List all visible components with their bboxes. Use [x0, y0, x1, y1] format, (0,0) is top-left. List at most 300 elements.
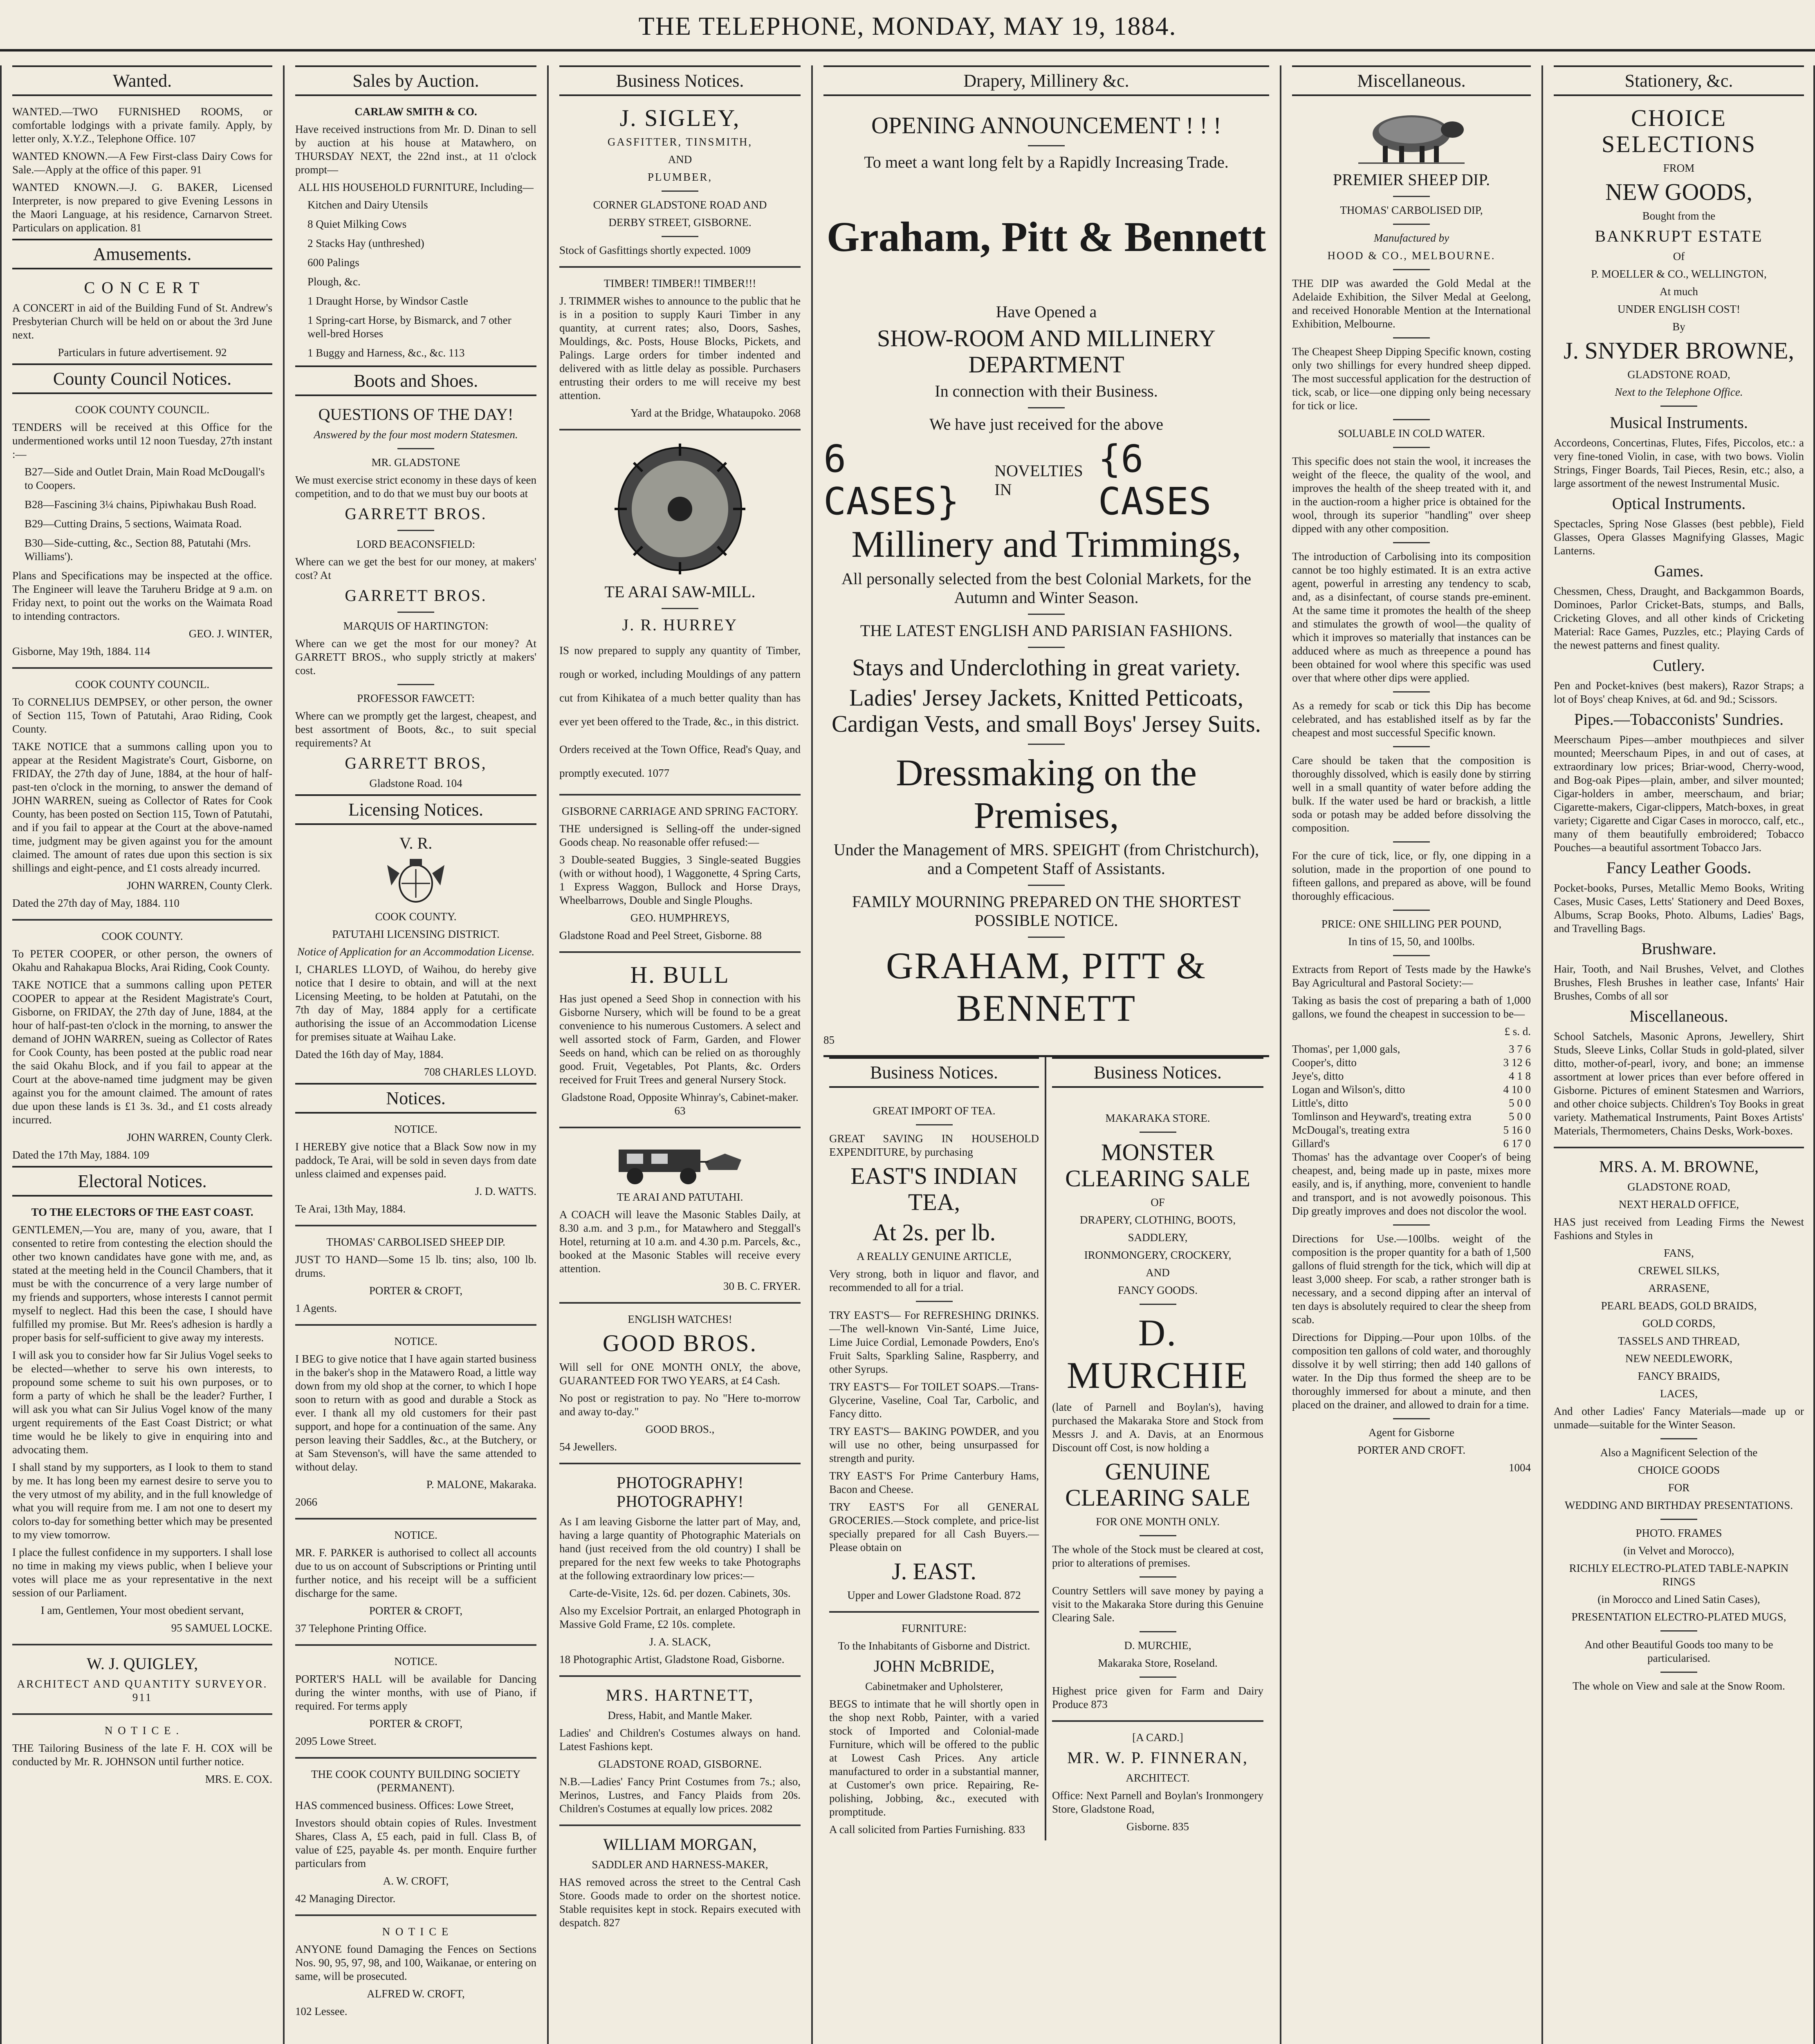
divider: [1028, 885, 1065, 886]
column-6: [1544, 65, 1814, 2044]
gisborne: Gisborne. 835: [1126, 1820, 1189, 1833]
fancy-goods: FANCY GOODS.: [1117, 1284, 1198, 1296]
malone-ref: 2066: [295, 1496, 317, 1508]
electors-title: TO THE ELECTORS OF THE EAST COAST.: [31, 1206, 254, 1218]
section-head-wanted: Wanted.: [12, 65, 272, 96]
price-row: [1292, 1083, 1531, 1096]
try-east-5: TRY EAST'S For all GENERAL GROCERIES.—Stock complete, and price-list specially prepared for all Cash Buyers.—Please obtain on: [829, 1501, 1039, 1553]
price-value: 3 12 6: [1503, 1056, 1531, 1069]
velvet: (in Velvet and Morocco),: [1623, 1544, 1734, 1557]
cooper-to: To PETER COOPER, or other person, the owners of Okahu and Rahakapua Blocks, Arai Riding, Cook County.: [12, 948, 272, 973]
photo-body: As I am leaving Gisborne the latter part of May, and, having a large quantity of Photographic Materials on hand (just received from the old country) I shall be prepared for the next few weeks to take Photographs at the following extraordinary low prices:—: [559, 1515, 801, 1582]
east-tea: EAST'S INDIAN TEA,: [850, 1163, 1018, 1215]
divider: [1660, 406, 1697, 407]
cutlery-body: Pen and Pocket-knives (best makers), Razor Straps; a lot of Boys' cheap Knives, at 6d. and 9d.; Scissors.: [1554, 679, 1804, 705]
cooper-date: Dated the 17th May, 1884. 109: [12, 1149, 149, 1161]
hall-sign: PORTER & CROFT,: [369, 1717, 463, 1730]
divider: [1052, 1720, 1263, 1722]
divider: [1660, 1630, 1697, 1632]
genuine-sale: GENUINE CLEARING SALE: [1065, 1458, 1250, 1511]
price-name: Cooper's, ditto: [1292, 1056, 1357, 1069]
divider: [559, 794, 801, 796]
tender-item: B28—Fascining 3¼ chains, Pipiwhakau Bush Road.: [25, 498, 256, 511]
column-1: [2, 65, 282, 2044]
watts-body: I HEREBY give notice that a Black Sow now in my paddock, Te Arai, will be sold in seven days from date unless claimed and expenses paid.: [295, 1141, 536, 1180]
divider: [559, 951, 801, 953]
try-east-3: TRY EAST'S— BAKING POWDER, and you will use no other, being unsurpassed for strength and purity.: [829, 1425, 1039, 1464]
column-rule: [811, 65, 813, 2044]
highest-price: Highest price given for Farm and Dairy Produce 873: [1052, 1685, 1263, 1710]
divider: [559, 1675, 801, 1677]
hartington-body: Where can we get the most for our money? At GARRETT BROS., who supply strictly at makers' cost.: [295, 637, 536, 677]
six-cases-row: [823, 438, 1269, 523]
coach-engraving-icon: [602, 1137, 758, 1186]
price-row: [1292, 1069, 1531, 1083]
porter-ref: 1 Agents.: [295, 1302, 337, 1314]
fancy-leather-body: Pocket-books, Purses, Metallic Memo Books, Writing Cases, Music Cases, Letts' Stationery and Deed Boxes, Albums, Scrap Books, Photo. Albums, Ladies' Bags, and Travelling Bags.: [1554, 882, 1804, 935]
finneran-name: MR. W. P. FINNERAN,: [1067, 1748, 1248, 1767]
carriage-body: THE undersigned is Selling-off the under-signed Goods cheap. No reasonable offer refused:—: [559, 823, 801, 848]
musical-head: Musical Instruments.: [1610, 413, 1748, 432]
divider: [559, 429, 801, 430]
porter-croft: PORTER & CROFT,: [369, 1284, 463, 1297]
section-head-licensing: Licensing Notices.: [295, 794, 536, 825]
tenders-more: Plans and Specifications may be inspected at the office. The Engineer will leave the Taruheru Bridge at 9 a.m. on Friday next, to point out the works on the Waimata Road to intending contractors.: [12, 569, 272, 622]
six-cases-right: {6 CASES: [1098, 437, 1211, 523]
price-row: [1292, 1123, 1531, 1137]
carriage-sign: GEO. HUMPHREYS,: [630, 912, 730, 924]
divider: [1393, 1224, 1430, 1226]
photo-prices: Carte-de-Visite, 12s. 6d. per dozen. Cabinets, 30s.: [569, 1587, 791, 1599]
price-name: Gillard's: [1292, 1137, 1330, 1150]
section-head-auction: Sales by Auction.: [295, 65, 536, 96]
divider: [12, 1713, 272, 1715]
lloyd-body: I, CHARLES LLOYD, of Waihou, do hereby give notice that I desire to obtain, and will at the next Licensing Meeting, to be holden at Patutahi, on the 7th day of May, 1884 apply for a certificate authorising the issue of an Accommodation License for premises situate at Waihau Lake.: [295, 963, 536, 1043]
ad-wanted-cows: WANTED KNOWN.—A Few First-class Dairy Cows for Sale.—Apply at the office of this paper. 91: [12, 150, 272, 176]
electors-body-2: I will ask you to consider how far Sir Julius Vogel seeks to be elected—whether to serve his own interests, to propound some scheme to suit his own purposes, or to form a party of which he shall be the leader? Further, I will ask you what can Sir Julius Vogel know of the many urgent requirements of the East Coast District; or what time would he be likely to give in enquiring into and advocating them.: [12, 1349, 272, 1456]
garrett-name: GARRETT BROS,: [345, 754, 487, 772]
hall-body: PORTER'S HALL will be available for Dancing during the winter months, with use of Piano, if required. For terms apply: [295, 1673, 536, 1712]
divider: [1393, 746, 1430, 747]
browne-item: NEW NEEDLEWORK,: [1625, 1352, 1732, 1365]
trimmer-address: Yard at the Bridge, Whataupoko. 2068: [630, 407, 801, 419]
divider: [1140, 1676, 1176, 1678]
architect: ARCHITECT.: [1126, 1772, 1190, 1784]
agent-ref: 1004: [1509, 1461, 1531, 1474]
drapery-list: DRAPERY, CLOTHING, BOOTS,: [1079, 1214, 1236, 1226]
extracts: Extracts from Report of Tests made by the Hawke's Bay Agricultural and Pastoral Society:—: [1292, 963, 1531, 989]
whole-stock: The whole of the Stock must be cleared at cost, prior to alterations of premises.: [1052, 1543, 1263, 1569]
sigley-name: J. SIGLEY,: [619, 105, 740, 131]
section-head-council: County Council Notices.: [12, 363, 272, 394]
quigley-name: W. J. QUIGLEY,: [86, 1654, 198, 1673]
murchie-sign: D. MURCHIE,: [1124, 1639, 1191, 1652]
divider: [1140, 1631, 1176, 1632]
photo-ref: 18 Photographic Artist, Gladstone Road, Gisborne.: [559, 1653, 785, 1665]
cure: For the cure of tick, lice, or fly, one dipping in a solution, made in the proportion of one pound to fifteen gallons, and prepared as above, will be found thoroughly efficacious.: [1292, 849, 1531, 902]
hall-ref: 2095 Lowe Street.: [295, 1735, 377, 1747]
firm-name: Graham, Pitt & Bennett: [826, 213, 1266, 260]
advantage: Thomas' has the advantage over Cooper's of being cheapest, and, being made up in paste, mixes more easily, and is, if anything, more, convenient to handle and transport, and is not avowedly poisonous. This Dip greatly improves and does not discolor the wool.: [1292, 1151, 1531, 1217]
cooper-sign: JOHN WARREN, County Clerk.: [127, 1131, 272, 1143]
divider: [1393, 224, 1430, 225]
notice-title: NOTICE.: [394, 1335, 437, 1347]
novelties: NOVELTIES IN: [994, 462, 1083, 499]
beaconsfield-body: Where can we get the best for our money, at makers' cost? At: [295, 556, 536, 581]
choice-goods: CHOICE GOODS: [1638, 1464, 1720, 1476]
notice-title: NOTICE.: [394, 1655, 437, 1667]
dressmaking: Dressmaking on the Premises,: [896, 752, 1197, 836]
sigley-stock: Stock of Gasfittings shortly expected. 1009: [559, 244, 751, 256]
good-sign: GOOD BROS.,: [645, 1423, 715, 1435]
browne-item: ARRASENE,: [1648, 1282, 1710, 1294]
of-label: OF: [1151, 1196, 1165, 1208]
cox-sign: MRS. E. COX.: [205, 1773, 272, 1785]
section-head-amusements: Amusements.: [12, 239, 272, 269]
divider: [397, 684, 434, 685]
sigley-trade-2: PLUMBER,: [647, 171, 713, 183]
column-2: [285, 65, 546, 2044]
royal-crest-icon: [375, 857, 457, 906]
photo-frames: PHOTO. FRAMES: [1636, 1527, 1722, 1539]
divider: [295, 1644, 536, 1646]
card-label: [A CARD.]: [1132, 1731, 1183, 1744]
ad-wanted-interpreter: WANTED KNOWN.—J. G. BAKER, Licensed Interpreter, is now prepared to give Evening Lessons in the Maori Language, at his residence, Carnarvon Street. Particulars on application. 81: [12, 181, 272, 234]
good-bros-name: GOOD BROS.: [602, 1330, 758, 1356]
county-title: COOK COUNTY.: [101, 930, 183, 942]
auction-item: 8 Quiet Milking Cows: [307, 218, 407, 230]
price-name: Jeye's, ditto: [1292, 1070, 1344, 1082]
price-name: Little's, ditto: [1292, 1097, 1348, 1109]
building-more: Investors should obtain copies of Rules. Investment Shares, Class A, £5 each, paid in full. Class B, of value of £25, payable 4s. per month. Enquire further particulars from: [295, 1817, 536, 1869]
browne-item: TASSELS AND THREAD,: [1618, 1335, 1740, 1347]
browne-item: FANS,: [1664, 1247, 1694, 1259]
makaraka-store: MAKARAKA STORE.: [1105, 1112, 1210, 1124]
building-ref: 42 Managing Director.: [295, 1892, 396, 1905]
section-head-business-right: Business Notices.: [1052, 1057, 1263, 1088]
section-head-electoral: Electoral Notices.: [12, 1166, 272, 1197]
mourning: FAMILY MOURNING PREPARED ON THE SHORTEST POSSIBLE NOTICE.: [852, 892, 1241, 930]
building-head: THE COOK COUNTY BUILDING SOCIETY (PERMANENT).: [311, 1768, 520, 1794]
browne-item: LACES,: [1660, 1387, 1698, 1400]
price-row: [1292, 1096, 1531, 1110]
tea-genuine: A REALLY GENUINE ARTICLE,: [857, 1250, 1012, 1262]
price-value: 5 0 0: [1509, 1097, 1531, 1109]
divider: [295, 1757, 536, 1759]
trimmer-body: J. TRIMMER wishes to announce to the public that he is in a position to supply Kauri Timber in any quantity, at current rates; also, Doors, Sashes, Mouldings, &c. Posts, House Blocks, Pickets, and Palings. Large orders for timber indented and delivered with as little delay as possible. Purchasers entrusting their orders to me will receive my best attention.: [559, 295, 801, 401]
watts-sign: J. D. WATTS.: [475, 1185, 536, 1197]
divider: [1393, 419, 1430, 420]
snyder-browne: J. SNYDER BROWNE,: [1564, 337, 1794, 364]
building-body: HAS commenced business. Offices: Lowe Street,: [295, 1799, 514, 1811]
coach-body: A COACH will leave the Masonic Stables Daily, at 8.30 a.m. and 3 p.m., for Matawhero and Steggall's Hotel, returning at 10 a.m. and 4.30 p.m. Parcels, &c., booked at the Masonic Stables will receive every attention.: [559, 1208, 801, 1275]
gladstone-road: GLADSTONE ROAD,: [1627, 368, 1730, 381]
auction-item: Kitchen and Dairy Utensils: [307, 199, 428, 211]
carriage-list: 3 Double-seated Buggies, 3 Single-seated Buggies (with or without hood), 1 Waggonette, 4 Spring Carts, 1 Express Waggon, Bullock and Horse Drays, Wheelbarrows, Double and Single Ploughs.: [559, 854, 801, 906]
and-label: AND: [1146, 1266, 1170, 1279]
have-opened: Have Opened a: [996, 303, 1097, 321]
quigley-body: ARCHITECT AND QUANTITY SURVEYOR. 911: [17, 1678, 268, 1703]
price-name: Logan and Wilson's, ditto: [1292, 1083, 1405, 1096]
murchie-address: Makaraka Store, Roseland.: [1098, 1657, 1218, 1669]
auction-item: Plough, &c.: [307, 276, 361, 288]
divider: [295, 1324, 536, 1326]
column-5: [1282, 65, 1541, 2044]
beaconsfield-head: LORD BEACONSFIELD:: [356, 538, 476, 550]
of-label: Of: [1673, 250, 1685, 262]
auction-item: 1 Draught Horse, by Windsor Castle: [307, 295, 468, 307]
good-body: Will sell for ONE MONTH ONLY, the above, GUARANTEED FOR TWO YEARS, at £4 Cash.: [559, 1361, 801, 1387]
misc-head: Miscellaneous.: [1629, 1007, 1728, 1025]
j-east: J. EAST.: [892, 1558, 976, 1585]
mcbride-call: A call solicited from Parties Furnishing. 833: [829, 1823, 1025, 1836]
electors-close: I am, Gentlemen, Your most obedient servant,: [40, 1604, 244, 1616]
price-value: 4 10 0: [1503, 1083, 1531, 1096]
section-head-drapery: Drapery, Millinery &c.: [823, 65, 1269, 96]
divider: [295, 1225, 536, 1226]
hurrey-name: J. R. HURREY: [622, 616, 738, 634]
divider: [1554, 1147, 1804, 1148]
stays: Stays and Underclothing in great variety.: [852, 654, 1241, 681]
photo-sign: J. A. SLACK,: [649, 1636, 711, 1648]
carriage-address: Gladstone Road and Peel Street, Gisborne. 88: [559, 929, 762, 941]
moeller: P. MOELLER & CO., WELLINGTON,: [1591, 268, 1767, 280]
concert-body: A CONCERT in aid of the Building Fund of St. Andrew's Presbyterian Church will be held on or about the 3rd June next.: [12, 302, 272, 341]
six-cases-left: 6 CASES}: [823, 437, 960, 523]
divider: [1393, 196, 1430, 197]
try-east-1: TRY EAST'S— For REFRESHING DRINKS.—The well-known Vin-Santé, Lime Juice, Lime Juice Cordial, Lemonade Powders, Eno's Fruit Salts, Sparkling Saline, Raspberry, and other Syrups.: [829, 1309, 1039, 1375]
divider: [397, 530, 434, 531]
mcbride-name: JOHN McBRIDE,: [873, 1657, 995, 1675]
divider: [1393, 447, 1430, 448]
hurrey-orders: Orders received at the Town Office, Read's Quay, and promptly executed. 1077: [559, 743, 801, 779]
photo-more: Also my Excelsior Portrait, an enlarged Photograph in Massive Gold Frame, £2 10s. complete.: [559, 1605, 801, 1630]
column-rule: [1280, 65, 1281, 2044]
patutahi-district: PATUTAHI LICENSING DISTRICT.: [332, 928, 500, 940]
new-goods: NEW GOODS,: [1605, 179, 1752, 205]
browne-item: GOLD CORDS,: [1642, 1317, 1716, 1329]
sheepdip-head: THOMAS' CARBOLISED SHEEP DIP.: [326, 1236, 505, 1248]
column-3: [550, 65, 810, 2044]
divider: [1660, 1519, 1697, 1520]
price-value: 5 0 0: [1509, 1110, 1531, 1123]
divider: [1393, 269, 1430, 270]
thomas-dip: THOMAS' CARBOLISED DIP,: [1340, 204, 1483, 216]
auction-item: 1 Spring-cart Horse, by Bismarck, and 7 other well-bred Horses: [307, 314, 512, 340]
for-label: FOR: [1668, 1481, 1690, 1494]
hartnett-trade: Dress, Habit, and Mantle Maker.: [608, 1709, 752, 1721]
building-sign: A. W. CROFT,: [383, 1875, 449, 1887]
column-4: [814, 65, 1279, 2044]
divider: [559, 266, 801, 268]
bull-body: Has just opened a Seed Shop in connection with his Gisborne Nursery, which will be found to be a great convenience to his numerous Customers. A select and well assorted stock of Farm, Garden, and Flower Seeds on hand, which can be relied on as thoroughly good. Fruit, Vegetables, Pot Plants, &c. Orders received for Fruit Trees and general Nursery Stock.: [559, 993, 801, 1086]
hartnett-nb: N.B.—Ladies' Fancy Print Costumes from 7s.; also, Merinos, Lustres, and Fancy Plaids from 20s. Children's Costumes at equally low prices. 2082: [559, 1775, 801, 1815]
sigley-address: CORNER GLADSTONE ROAD AND: [593, 199, 767, 211]
magnificent: Also a Magnificent Selection of the: [1600, 1446, 1758, 1459]
opening-announcement: OPENING ANNOUNCEMENT ! ! !: [871, 112, 1221, 139]
lloyd-sign: 708 CHARLES LLOYD.: [424, 1066, 536, 1078]
divider: [1028, 647, 1065, 648]
ironmongery: IRONMONGERY, CROCKERY,: [1084, 1249, 1232, 1261]
divider: [559, 1463, 801, 1464]
divider: [1028, 145, 1065, 146]
malone-sign: P. MALONE, Makaraka.: [426, 1478, 536, 1490]
section-head-business: Business Notices.: [559, 65, 801, 96]
mrs-browne: MRS. A. M. BROWNE,: [1599, 1157, 1759, 1176]
brushware-head: Brushware.: [1641, 939, 1716, 958]
concert-title: C O N C E R T: [84, 278, 201, 297]
sigley-trade: GASFITTER, TINSMITH,: [607, 136, 753, 148]
next-herald: NEXT HERALD OFFICE,: [1618, 1198, 1739, 1210]
divider: [559, 1302, 801, 1304]
notice-head: N O T I C E .: [104, 1724, 180, 1737]
divider: [12, 667, 272, 669]
fancy-materials: And other Ladies' Fancy Materials—made up or unmade—suitable for the Winter Season.: [1554, 1405, 1804, 1431]
sheep-icon: [1350, 105, 1473, 166]
council-title-2: COOK COUNTY COUNCIL.: [75, 678, 210, 690]
masthead: THE TELEPHONE, MONDAY, MAY 19, 1884.: [0, 3, 1815, 52]
hartnett-name: MRS. HARTNETT,: [606, 1686, 754, 1704]
good-more: No post or registration to pay. No "Here to-morrow and away to-day.": [559, 1392, 801, 1418]
section-head-business-left: Business Notices.: [829, 1057, 1039, 1088]
carlaw-all: ALL HIS HOUSEHOLD FURNITURE, Including—: [298, 181, 534, 193]
cooper-body: TAKE NOTICE that a summons calling upon PETER COOPER to appear at the Resident Magistrate's Court, Gisborne, on FRIDAY, the 27th day of June, 1884, at the hour of half-past-ten o'clock in the morning, to answer the demand of JOHN WARREN, sueing as Collector of Rates for Cook County, has been posted at the public road near the said Okahu Block, and if you fail to appear at the Court at the above-named time judgment may be given against you for the amount claimed. The amount of rates due upon these lands is £1 3s. 3d., and £1 costs already incurred.: [12, 979, 272, 1126]
divider: [1028, 937, 1065, 938]
games-body: Chessmen, Chess, Draught, and Backgammon Boards, Dominoes, Parlor Cricket-Bats, stumps, and Balls, Cricketing Gloves, and all other kinds of Cricketing Material: Race Games, Puzzles, etc.; Playing Cards of the newest patterns and finest quality.: [1554, 585, 1804, 651]
monster-sale: MONSTER CLEARING SALE: [1065, 1139, 1250, 1192]
section-head-notices: Notices.: [295, 1083, 536, 1114]
dempsey-body: TAKE NOTICE that a summons calling upon you to appear at the Resident Magistrate's Court, Gisborne, on FRIDAY, the 27th day of June, 1884, at the hour of half-past-ten o'clock in the morning, to answer the demand of JOHN WARREN, sueing as Collector of Rates for Cook County, has been posted on Section 115, Town of Patutahi, and if you fail to appear at the Court at the above-named time, judgment may be given against you for the amount claimed. The amount of rates due upon this section is six shillings and eight-pence, and £1 costs already incurred.: [12, 740, 272, 874]
sheepdip-body: JUST TO HAND—Some 15 lb. tins; also, 100 lb. drums.: [295, 1253, 536, 1279]
under-cost: UNDER ENGLISH COST!: [1618, 303, 1740, 315]
bull-address: Gladstone Road, Opposite Whinray's, Cabinet-maker. 63: [561, 1091, 799, 1117]
photo-head: PHOTOGRAPHY! PHOTOGRAPHY!: [616, 1473, 744, 1511]
next-telephone: Next to the Telephone Office.: [1615, 386, 1743, 398]
notice-title: N O T I C E: [382, 1925, 450, 1938]
price-value: 5 16 0: [1503, 1124, 1531, 1136]
divider: [662, 236, 698, 237]
jerseys: Ladies' Jersey Jackets, Knitted Petticoats, Cardigan Vests, and small Boys' Jersey Suits.: [831, 684, 1261, 737]
column-rule: [0, 65, 2, 2044]
bought: Bought from the: [1642, 210, 1716, 222]
connection: In connection with their Business.: [935, 382, 1158, 400]
by-label: By: [1672, 320, 1685, 333]
divider: [1140, 1304, 1176, 1305]
firm-ref: 85: [823, 1034, 835, 1046]
hartnett-body: Ladies' and Children's Costumes always on hand. Latest Fashions kept.: [559, 1727, 801, 1753]
divider: [1393, 542, 1430, 543]
timber-head: TIMBER! TIMBER!! TIMBER!!!: [604, 277, 756, 289]
divider: [559, 1127, 801, 1128]
questions-title: QUESTIONS OF THE DAY!: [318, 405, 514, 424]
divider: [12, 919, 272, 921]
croft-sign: ALFRED W. CROFT,: [367, 1988, 465, 2000]
lloyd-date: Dated the 16th day of May, 1884.: [295, 1048, 444, 1060]
cox-body: THE Tailoring Business of the late F. H. COX will be conducted by Mr. R. JOHNSON until further notice.: [12, 1742, 272, 1768]
divider: [559, 1824, 801, 1826]
business-right: [1046, 1057, 1269, 1840]
musical-body: Accordeons, Concertinas, Flutes, Fifes, Piccolos, etc.: a very fine-toned Violin, in case, with two bows. Violin Strings, Finger Boards, Tail Pieces, Resin, etc.; also, a large assortment of the newest Instrumental Music.: [1554, 437, 1804, 489]
divider: [1028, 614, 1065, 615]
tender-item: B30—Side-cutting, &c., Section 88, Patutahi (Mrs. Williams').: [25, 537, 251, 563]
notice-application: Notice of Application for an Accommodation License.: [297, 946, 535, 958]
price-table: [1292, 1042, 1531, 1150]
price-row: [1292, 1056, 1531, 1069]
price-value: 6 17 0: [1503, 1137, 1531, 1150]
croft-body: ANYONE found Damaging the Fences on Sections Nos. 90, 95, 97, 98, and 100, Waikanae, or entering on same, will be prosecuted.: [295, 1943, 536, 1982]
divider: [1140, 1576, 1176, 1578]
misc-body: School Satchels, Masonic Aprons, Jewellery, Shirt Studs, Sleeve Links, Collar Studs in gold-plated, silver ditto, mother-of-pearl, ivory, and bone; an immense assortment at lower prices than ever before offered in Gisborne. Pictures of eminent Statesmen and Warriors, and other choice subjects. Children's Toy Books in great variety. Mathematical Instruments, Paint Boxes Artists' Materials, Thermometers, Chains Desks, Work-boxes.: [1554, 1030, 1804, 1137]
browne-received: HAS just received from Leading Firms the Newest Fashions and Styles in: [1554, 1216, 1804, 1242]
price-row: [1292, 1042, 1531, 1056]
browne-item: PEARL BEADS, GOLD BRAIDS,: [1601, 1300, 1757, 1312]
column-rule: [547, 65, 549, 2044]
concert-note: Particulars in future advertisement. 92: [58, 346, 227, 359]
divider: [1660, 1438, 1697, 1439]
fawcett-head: PROFESSOR FAWCETT:: [357, 692, 475, 704]
divider: [1393, 841, 1430, 843]
pipes-body: Meerschaum Pipes—amber mouthpieces and silver mounted; Meerschaum Pipes, in and out of cases, at extraordinary low prices; Briar-wood, Cherry-wood, and Bog-oak Pipes—plain, amber, and silver mounted; Cigar-holders in amber, meerschaum, and briar; Cigarette-makers, Cigar-clippers, Match-boxes, in great variety; Cigarette and Cigar Cases in morocco, calf, etc., many of them beautifully embroidered; Tobacco Pouches—a beautiful assortment Tobacco Jars.: [1554, 733, 1804, 854]
brushware-body: Hair, Tooth, and Nail Brushes, Velvet, and Clothes Brushes, Flesh Brushes in leather case, Infants' Hair Brushes, Combs of all sor: [1554, 963, 1804, 1002]
tea-head: GREAT IMPORT OF TEA.: [873, 1105, 996, 1117]
agent: Agent for Gisborne: [1369, 1426, 1454, 1439]
divider: [916, 1124, 953, 1125]
divider: [295, 1914, 536, 1916]
price-row: [1292, 1110, 1531, 1123]
watches-head: ENGLISH WATCHES!: [628, 1313, 732, 1325]
tea-price: At 2s. per lb.: [872, 1219, 996, 1246]
murchie-body: (late of Parnell and Boylan's), having purchased the Makaraka Store and Stock from Messrs J. and A. Davis, at an Enormous Discount off Cost, is now holding a: [1052, 1401, 1263, 1454]
ad-wanted-rooms: WANTED.—TWO FURNISHED ROOMS, or comfortable lodgings with a private family. Apply, by letter only, X.Y.Z., Telephone Office. 107: [12, 105, 272, 145]
column-rule: [1541, 65, 1543, 2044]
furniture-to: To the Inhabitants of Gisborne and District.: [838, 1640, 1030, 1652]
circular-saw-icon: [610, 439, 749, 578]
coach-head: TE ARAI AND PATUTAHI.: [617, 1191, 743, 1203]
divider: [397, 448, 434, 449]
j-east-address: Upper and Lower Gladstone Road. 872: [847, 1589, 1021, 1601]
morgan-body: HAS removed across the street to the Central Cash Store. Goods made to order on the shortest notice. Stable requisites kept in stock. Repairs executed with despatch. 827: [559, 1876, 801, 1929]
cook-county: COOK COUNTY.: [375, 910, 457, 923]
directions-use: Directions for Use.—100lbs. weight of the composition is the proper quantity for a bath of 1,500 gallons of fluid strength for the tick, which will dip at least 3,000 sheep. For scab, a rather stronger bath is necessary, and a second dipping after an interval of ten days is absolutely required to clear the sheep from scab.: [1292, 1233, 1531, 1326]
gladstone-body: We must exercise strict economy in these days of keen competition, and to do that we must buy our boots at: [295, 474, 536, 500]
browne-item: CREWEL SILKS,: [1638, 1264, 1720, 1277]
hood-co: HOOD & CO., MELBOURNE.: [1327, 249, 1496, 262]
games-head: Games.: [1654, 562, 1704, 580]
from-label: FROM: [1663, 162, 1695, 174]
morgan-trade: SADDLER AND HARNESS-MAKER,: [592, 1858, 768, 1871]
introduction: The introduction of Carbolising into its composition cannot be too highly estimated. It is an extra active agent, powerful in arresting any tendency to scab, and, as a disinfectant, of course stands pre-eminent. At the same time it promotes the health of the sheep and stimulates the growth of wool—the quality of which it improves so materially that instances can be adduced where as much as threepence a pound has been obtained for wool where this specific was used over that where other dips were applied.: [1292, 550, 1531, 684]
furniture-head: FURNITURE:: [901, 1622, 967, 1634]
richly: RICHLY ELECTRO-PLATED TABLE-NAPKIN RINGS: [1569, 1562, 1789, 1588]
premier-title: PREMIER SHEEP DIP.: [1333, 170, 1490, 189]
selected: All personally selected from the best Colonial Markets, for the Autumn and Winter Season.: [841, 569, 1251, 607]
lsd-header: £ s. d.: [1504, 1025, 1531, 1038]
divider: [916, 1301, 953, 1302]
carlaw-name: CARLAW SMITH & CO.: [354, 105, 477, 118]
divider: [1393, 1418, 1430, 1419]
dempsey-sign: JOHN WARREN, County Clerk.: [127, 879, 272, 892]
care: Care should be taken that the composition is thoroughly dissolved, which is easily done by stirring well in a small quantity of water before adding the bulk. If the water used be hard or brackish, a little soda or potash may be added before dissolving the composition.: [1292, 754, 1531, 834]
divider: [1028, 407, 1065, 408]
morgan-name: WILLIAM MORGAN,: [603, 1835, 757, 1853]
divider: [1393, 337, 1430, 338]
vr-mark: V. R.: [399, 834, 433, 852]
electors-body-1: GENTLEMEN,—You are, many of you, aware, that I consented to retire from contesting the election should the other two known candidates have gone with me, and, as stated at the meeting held in the Council Chambers, that it must be with the concurrence of a very large number of my friends and supporters, whose interests I cannot permit myself to neglect. Had this been the case, I should have fulfilled my promise. But Mr. Rees's adhesion is hardly a proper basis for self-sufficient to give away my interests.: [12, 1224, 272, 1344]
millinery: Millinery and Trimmings,: [851, 523, 1241, 565]
price-value: 3 7 6: [1509, 1043, 1531, 1055]
price-name: Tomlinson and Heyward's, treating extra: [1292, 1110, 1472, 1123]
remedy: As a remedy for scab or tick this Dip has become celebrated, and has established itself as by far the cheapest and most successful Specific known.: [1292, 699, 1531, 739]
